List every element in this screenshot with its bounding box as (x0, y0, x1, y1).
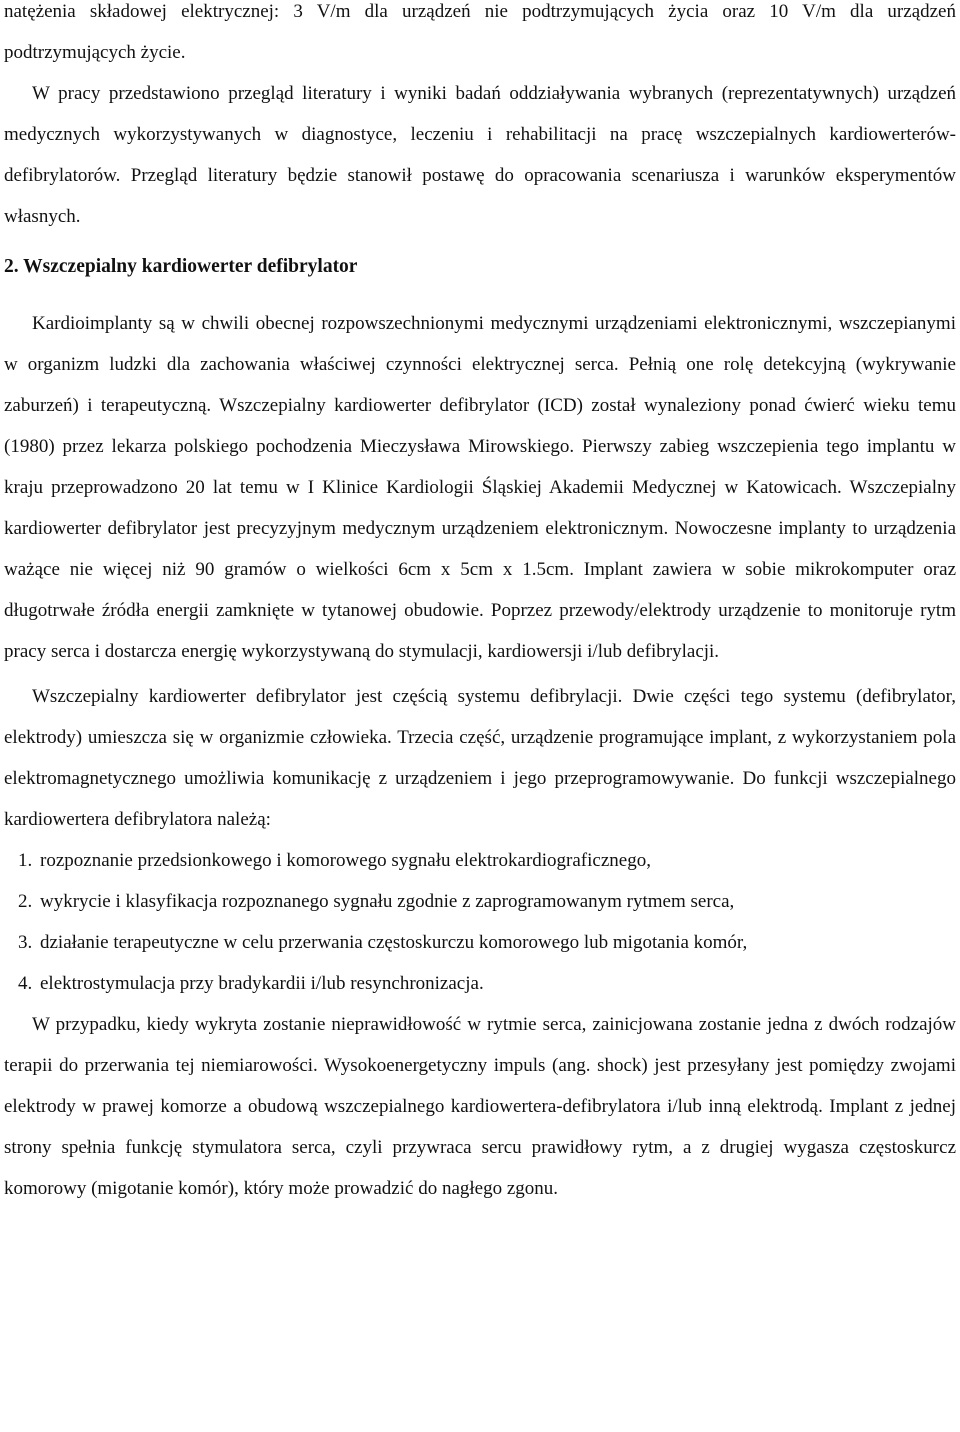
functions-list (4, 840, 956, 1004)
list-item (18, 922, 956, 963)
section-paragraph-1: Kardioimplanty są w chwili obecnej rozpowszechnionymi medycznymi urządzeniami elektronicznymi, wszczepianymi w organizm ludzki dla zachowania właściwej czynności elektrycznej serca. Pełnią one rolę detekcyjną (wykrywanie zaburzeń) i terapeutyczną. Wszczepialny kardiowerter defibrylator (ICD) został wynaleziony ponad ćwierć wieku temu (1980) przez lekarza polskiego pochodzenia Mieczysława Mirowskiego. Pierwszy zabieg wszczepienia tego implantu w kraju przeprowadzono 20 lat temu w I Klinice Kardiologii Śląskiej Akademii Medycznej w Katowicach. Wszczepialny kardiowerter defibrylator jest precyzyjnym medycznym urządzeniem elektronicznym. Nowoczesne implanty to urządzenia ważące nie więcej niż 90 gramów o wielkości 6cm x 5cm x 1.5cm. Implant zawiera w sobie mikrokomputer oraz długotrwałe źródła energii zamknięte w tytanowej obudowie. Poprzez przewody/elektrody urządzenie to monitoruje rytm pracy serca i dostarcza energię wykorzystywaną do stymulacji, kardiowersji i/lub defibrylacji. (4, 313, 956, 662)
section-heading: 2. Wszczepialny kardiowerter defibrylator (4, 256, 358, 277)
list-item-text: wykrycie i klasyfikacja rozpoznanego sygnału zgodnie z zaprogramowanym rytmem serca, (40, 891, 735, 912)
list-item-number: 3. (18, 932, 33, 953)
list-item-text: elektrostymulacja przy bradykardii i/lub resynchronizacja. (40, 973, 484, 994)
list-item (18, 881, 956, 922)
section-paragraph-2: Wszczepialny kardiowerter defibrylator jest częścią systemu defibrylacji. Dwie części tego systemu (defibrylator, elektrody) umieszcza się w organizmie człowieka. Trzecia część, urządzenie programujące implant, z wykorzystaniem pola elektromagnetycznego umożliwia komunikację z urządzeniem i jego przeprogramowywanie. Do funkcji wszczepialnego kardiowertera defibrylatora należą: (4, 686, 956, 830)
list-item (18, 840, 956, 881)
section-paragraph-3: W przypadku, kiedy wykryta zostanie nieprawidłowość w rytmie serca, zainicjowana zostanie jedna z dwóch rodzajów terapii do przerwania tej niemiarowości. Wysokoenergetyczny impuls (ang. shock) jest przesyłany jest pomiędzy zwojami elektrody w prawej komorze a obudową wszczepialnego kardiowertera-defibrylatora i/lub inną elektrodą. Implant z jednej strony spełnia funkcję stymulatora serca, czyli przywraca sercu prawidłowy rytm, a z drugiej wygasza częstoskurcz komorowy (migotanie komór), który może prowadzić do nagłego zgonu. (4, 1014, 956, 1199)
list-item (18, 963, 956, 1004)
list-item-text: rozpoznanie przedsionkowego i komorowego sygnału elektrokardiograficznego, (40, 850, 651, 871)
list-item-number: 2. (18, 891, 33, 912)
list-item-number: 1. (18, 850, 33, 871)
intro-paragraph-continued: natężenia składowej elektrycznej: 3 V/m dla urządzeń nie podtrzymujących życia oraz 10 V/m dla urządzeń podtrzymujących życie. (4, 1, 956, 63)
intro-paragraph: W pracy przedstawiono przegląd literatury i wyniki badań oddziaływania wybranych (reprezentatywnych) urządzeń medycznych wykorzystywanych w diagnostyce, leczeniu i rehabilitacji na pracę wszczepialnych kardiowerterów-defibrylatorów. Przegląd literatury będzie stanowił postawę do opracowania scenariusza i warunków eksperymentów własnych. (4, 83, 956, 227)
list-item-number: 4. (18, 973, 33, 994)
list-item-text: działanie terapeutyczne w celu przerwania częstoskurczu komorowego lub migotania komór, (40, 932, 748, 953)
